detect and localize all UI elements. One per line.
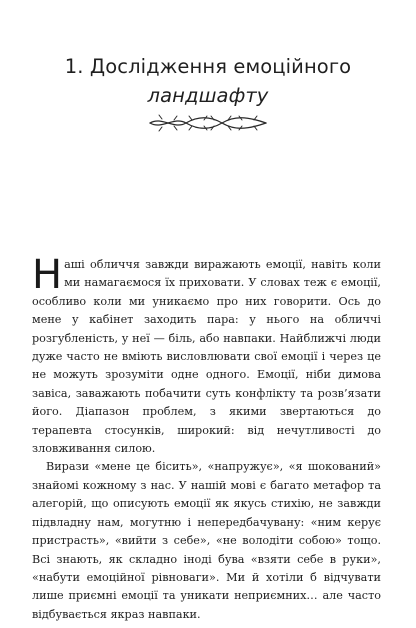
- chapter-title-line-2: ландшафту: [147, 84, 269, 107]
- chapter-heading: [20, 52, 396, 110]
- paragraph-1-text: аші обличчя завжди виражають емоції, навіть коли ми намагаємося їх приховати. У словах теж є емоції, особливо коли ми уникаємо про них говорити. Ось до мене у кабінет заходить пара: у нього на обличчі розгубленість, у неї — біль, або навпаки. Найближчі люди дуже часто не вміють висловлювати свої емоції і через це не можуть зрозуміти одне одного. Емоції, ніби димова завіса, заважають побачити суть конфлікту та розв’язати його. Діапазон проблем, з якими звертаються до терапевта стосунків, широкий: від нечутливості до зловживання силою.: [32, 258, 381, 456]
- chapter-title-line-1: 1. Дослідження емоційного: [64, 55, 352, 78]
- drop-cap: Н: [32, 252, 63, 298]
- thorn-vine-ornament-icon: [148, 112, 268, 134]
- paragraph-1: [32, 252, 381, 458]
- chapter-body: [32, 252, 381, 624]
- paragraph-2: Вирази «мене це бісить», «напружує», «я шокований» знайомі кожному з нас. У нашій мові є багато метафор та алегорій, що описують емоції як якусь стихію, не завжди підвладну нам, могутню і непередбачувану: «ним керує пристрасть», «вийти з себе», «не володіти собою» тощо. Всі знають, як складно іноді бува «взяти себе в руки», «набути емоційної рівноваги». Ми й хотіли б відчувати лише приємні емоції та уникати неприємних… але часто відбувається якраз навпаки.: [32, 460, 381, 621]
- chapter-title: [20, 52, 396, 110]
